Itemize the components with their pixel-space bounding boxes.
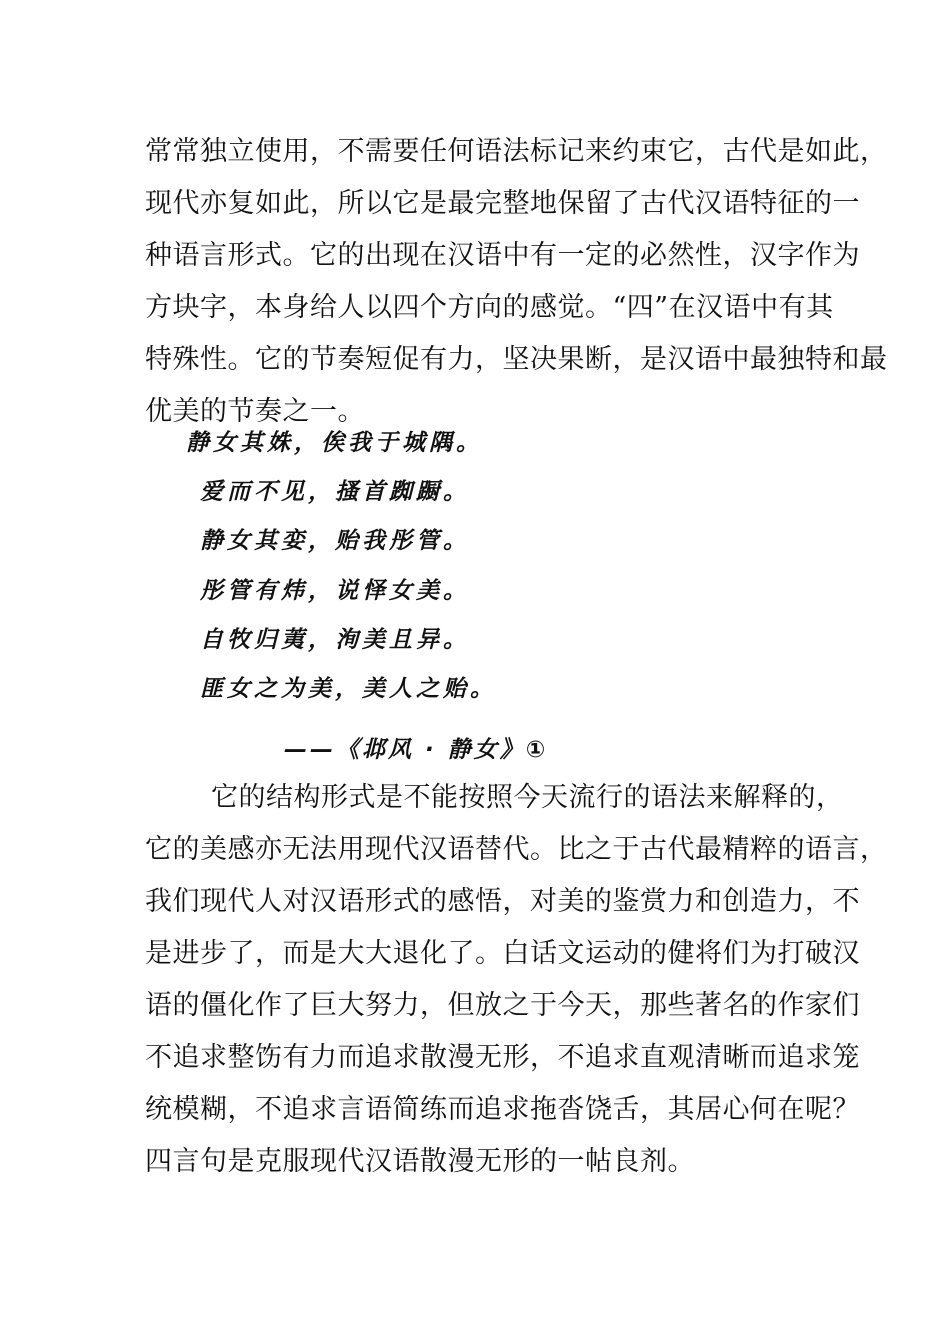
text-line: 它的结构形式是不能按照今天流行的语法来解释的， xyxy=(211,782,844,813)
poem-line: 静女其姝，俟我于城隅。 xyxy=(186,430,483,456)
text-line: 方块字，本身给人以四个方向的感觉。“四”在汉语中有其 xyxy=(145,292,834,323)
poem-line: 爱而不见，搔首踟蹰。 xyxy=(200,479,470,505)
paragraph-2 xyxy=(145,772,888,1188)
poem-attribution: ——《邶风 · 静女》① xyxy=(284,737,549,763)
text-line: 优美的节奏之一。 xyxy=(145,396,365,427)
text-line: 不追求整饬有力而追求散漫无形，不追求直观清晰而追求笼 xyxy=(145,1042,860,1073)
text-line: 种语言形式。它的出现在汉语中有一定的必然性，汉字作为 xyxy=(145,240,860,271)
text-line: 统模糊，不追求言语简练而追求拖沓饶舌，其居心何在呢？ xyxy=(145,1094,860,1125)
text-line: 是进步了，而是大大退化了。白话文运动的健将们为打破汉 xyxy=(145,938,860,969)
poem-line: 静女其娈，贻我彤管。 xyxy=(200,528,470,554)
text-line: 四言句是克服现代汉语散漫无形的一帖良剂。 xyxy=(145,1146,695,1177)
poem-line: 彤管有炜，说怿女美。 xyxy=(200,578,470,604)
poem-line: 自牧归荑，洵美且异。 xyxy=(200,627,470,653)
text-line: 语的僵化作了巨大努力，但放之于今天，那些著名的作家们 xyxy=(145,990,860,1021)
text-line: 现代亦复如此，所以它是最完整地保留了古代汉语特征的一 xyxy=(145,188,860,219)
paragraph-1 xyxy=(145,126,888,438)
text-line: 我们现代人对汉语形式的感悟，对美的鉴赏力和创造力，不 xyxy=(145,886,860,917)
text-line: 常常独立使用，不需要任何语法标记来约束它，古代是如此， xyxy=(145,136,888,167)
poem-line: 匪女之为美，美人之贻。 xyxy=(200,676,497,702)
text-line: 它的美感亦无法用现代汉语替代。比之于古代最精粹的语言， xyxy=(145,834,888,865)
text-line: 特殊性。它的节奏短促有力，坚决果断，是汉语中最独特和最 xyxy=(145,344,888,375)
